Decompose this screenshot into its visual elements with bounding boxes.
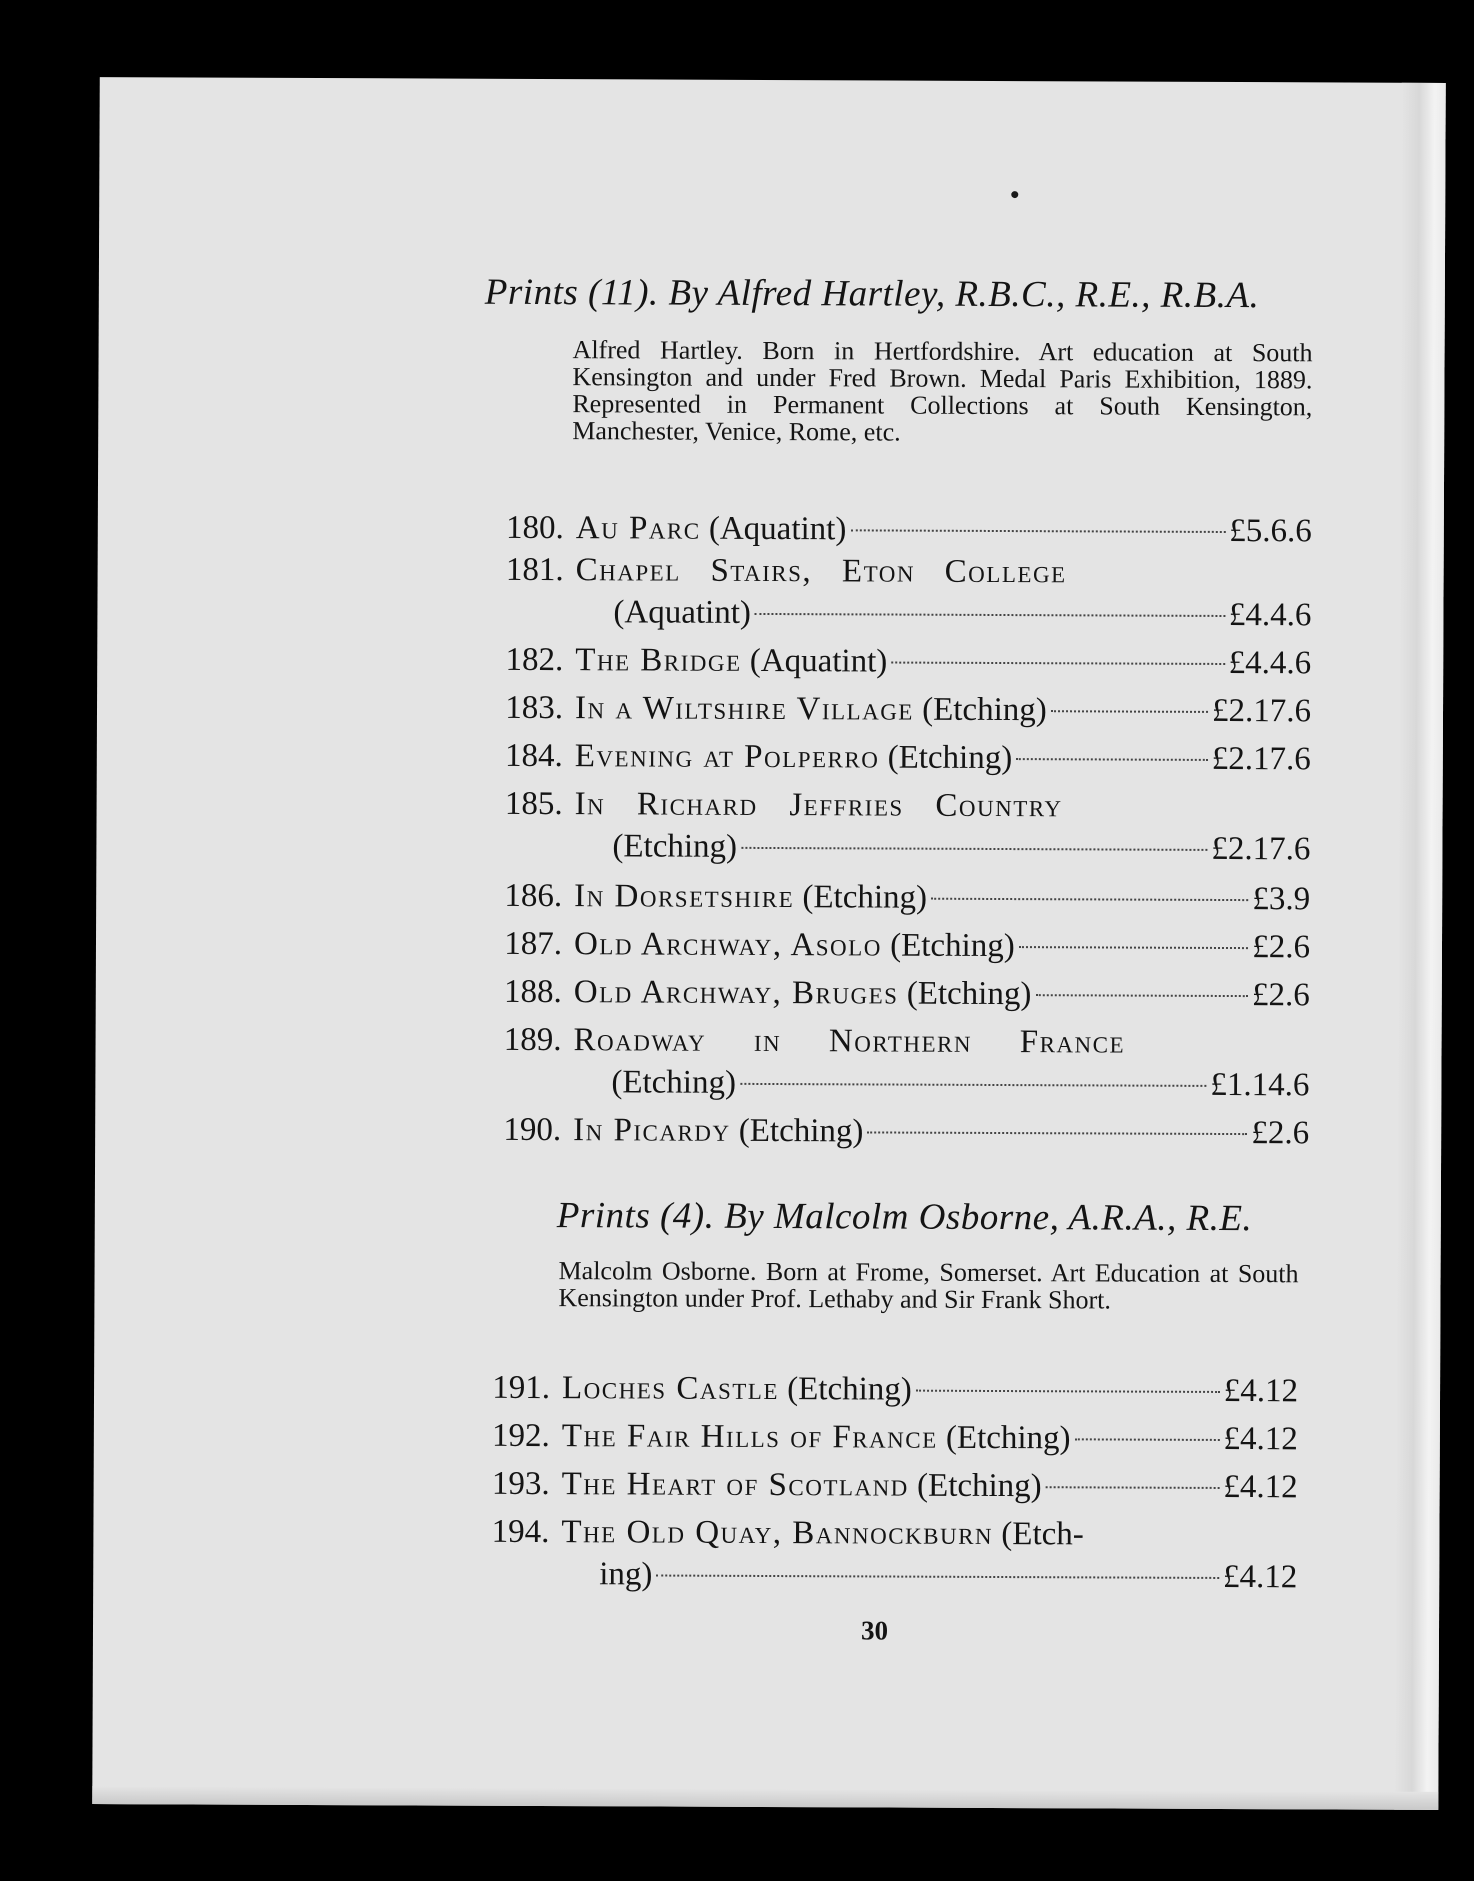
- entry-price: £2.17.6: [1211, 692, 1312, 730]
- artist-bio-hartley: Alfred Hartley. Born in Hertfordshire. Art education at South Kensington and under Fred Brown. Medal Paris Exhibition, 1889. Represented in Permanent Collections at South Kensington, Manchester, Venice, Rome, etc.: [572, 335, 1313, 447]
- entry-medium: (Etching): [787, 1371, 912, 1408]
- entry-medium: (Aquatint): [749, 642, 888, 680]
- dot-leader: [1075, 1438, 1220, 1441]
- catalogue-entry-187: [482, 923, 1311, 966]
- entry-number: 193.: [491, 1465, 550, 1503]
- entry-number: 186.: [504, 877, 563, 915]
- entry-medium: (Etching): [922, 691, 1047, 729]
- entry-number: 187.: [504, 925, 563, 963]
- catalogue-entry-191: [470, 1367, 1299, 1410]
- section-heading-hartley: Prints (11). By Alfred Hartley, R.B.C., R.E., R.B.A.: [484, 271, 1260, 317]
- dot-leader: [931, 898, 1248, 901]
- entry-number: 181.: [505, 551, 564, 589]
- catalogue-entry-188: [482, 971, 1310, 1014]
- entry-medium: (Etching): [738, 1112, 864, 1150]
- entry-medium: (Etching): [906, 975, 1032, 1013]
- entry-medium-continued: ing): [599, 1556, 653, 1593]
- entry-number: 188.: [503, 973, 562, 1011]
- entry-price: £4.4.6: [1228, 597, 1312, 634]
- entry-price: £2.6: [1252, 929, 1311, 966]
- entry-number: 182.: [505, 641, 564, 679]
- entry-medium: (Etching): [890, 927, 1015, 965]
- entry-number: 194.: [491, 1513, 550, 1551]
- entry-medium: (Etching): [611, 1064, 737, 1101]
- entry-medium: (Etching): [802, 879, 928, 916]
- entry-medium: (Etching): [612, 828, 738, 865]
- entry-medium: (Etching): [917, 1467, 1042, 1505]
- entry-price: £5.6.6: [1229, 513, 1312, 550]
- entry-number: 192.: [492, 1417, 550, 1455]
- entry-medium: (Etch-: [1001, 1516, 1084, 1553]
- catalogue-page: [92, 77, 1446, 1810]
- entry-number: 180.: [505, 509, 564, 547]
- entry-number: 184.: [504, 737, 563, 775]
- page-content: [92, 77, 1446, 1810]
- catalogue-entry-194: [470, 1511, 1298, 1596]
- dot-leader: [1051, 710, 1208, 713]
- dot-leader: [916, 1390, 1220, 1393]
- entry-price: £2.17.6: [1211, 740, 1311, 778]
- entry-medium: (Aquatint): [613, 594, 751, 631]
- entry-title: Loches Castle: [561, 1370, 780, 1408]
- catalogue-entry-190: [481, 1109, 1310, 1152]
- dot-leader: [656, 1575, 1219, 1579]
- dot-leader: [740, 1083, 1206, 1087]
- entry-number: 190.: [503, 1111, 562, 1149]
- entry-title: The Heart of Scotland: [561, 1466, 909, 1504]
- catalogue-entry-186: [482, 875, 1311, 918]
- dot-leader: [891, 662, 1224, 665]
- entry-title: Evening at Polperro: [574, 738, 880, 776]
- catalogue-entry-193: [470, 1463, 1298, 1506]
- entry-number: 185.: [504, 785, 563, 823]
- entry-price: £4.12: [1222, 1558, 1298, 1596]
- catalogue-entry-184: [483, 735, 1311, 778]
- entry-title: Old Archway, Bruges: [573, 974, 899, 1012]
- dot-leader: [850, 529, 1225, 533]
- page-number: 30: [860, 1615, 889, 1646]
- entry-medium: (Etching): [887, 739, 1013, 777]
- entry-number: 183.: [505, 689, 564, 727]
- entry-price: £4.4.6: [1228, 645, 1312, 682]
- catalogue-entry-192: [470, 1415, 1298, 1458]
- entry-medium: (Etching): [945, 1419, 1071, 1457]
- catalogue-entry-189: [482, 1019, 1310, 1104]
- entry-title: In Picardy: [573, 1112, 731, 1149]
- artist-bio-osborne: Malcolm Osborne. Born at Frome, Somerset. Art Education at South Kensington under Prof. Lethaby and Sir Frank Short.: [558, 1256, 1299, 1315]
- entry-title: Roadway in Northern France: [573, 1022, 1126, 1061]
- entry-title: In a Wiltshire Village: [574, 690, 914, 728]
- catalogue-entry-185: [483, 783, 1311, 868]
- section-heading-osborne: Prints (4). By Malcolm Osborne, A.R.A., R.E.: [556, 1195, 1253, 1240]
- catalogue-entry-180: [484, 507, 1312, 550]
- dot-leader: [867, 1131, 1247, 1135]
- entry-title: Old Archway, Asolo: [573, 926, 882, 964]
- entry-price: £1.14.6: [1210, 1066, 1310, 1104]
- entry-title: In Richard Jeffries Country: [574, 786, 1063, 825]
- entry-title: In Dorsetshire: [574, 878, 795, 916]
- entry-title: The Fair Hills of France: [561, 1418, 938, 1456]
- entry-price: £4.12: [1223, 1372, 1299, 1410]
- entry-price: £2.17.6: [1211, 830, 1311, 868]
- entry-title: The Old Quay, Bannockburn: [561, 1514, 994, 1552]
- dot-leader: [1046, 1486, 1220, 1489]
- entry-number: 189.: [503, 1021, 562, 1059]
- entry-price: £4.12: [1223, 1468, 1298, 1506]
- dot-leader: [755, 613, 1225, 617]
- entry-price: £2.6: [1251, 1115, 1310, 1152]
- entry-price: £3.9: [1252, 881, 1311, 918]
- entry-price: £4.12: [1223, 1420, 1298, 1458]
- entry-title: The Bridge: [575, 642, 742, 679]
- entry-title: Au Parc: [575, 510, 701, 547]
- dot-leader: [1019, 946, 1248, 949]
- entry-number: 191.: [492, 1369, 551, 1407]
- catalogue-entry-183: [483, 687, 1312, 730]
- dot-leader: [1016, 758, 1208, 761]
- dot-leader: [1035, 994, 1248, 997]
- entry-title: Chapel Stairs, Eton College: [575, 552, 1067, 591]
- dot-leader: [741, 847, 1207, 851]
- entry-medium: (Aquatint): [708, 510, 847, 548]
- entry-price: £2.6: [1251, 977, 1310, 1014]
- catalogue-entry-182: [483, 639, 1312, 682]
